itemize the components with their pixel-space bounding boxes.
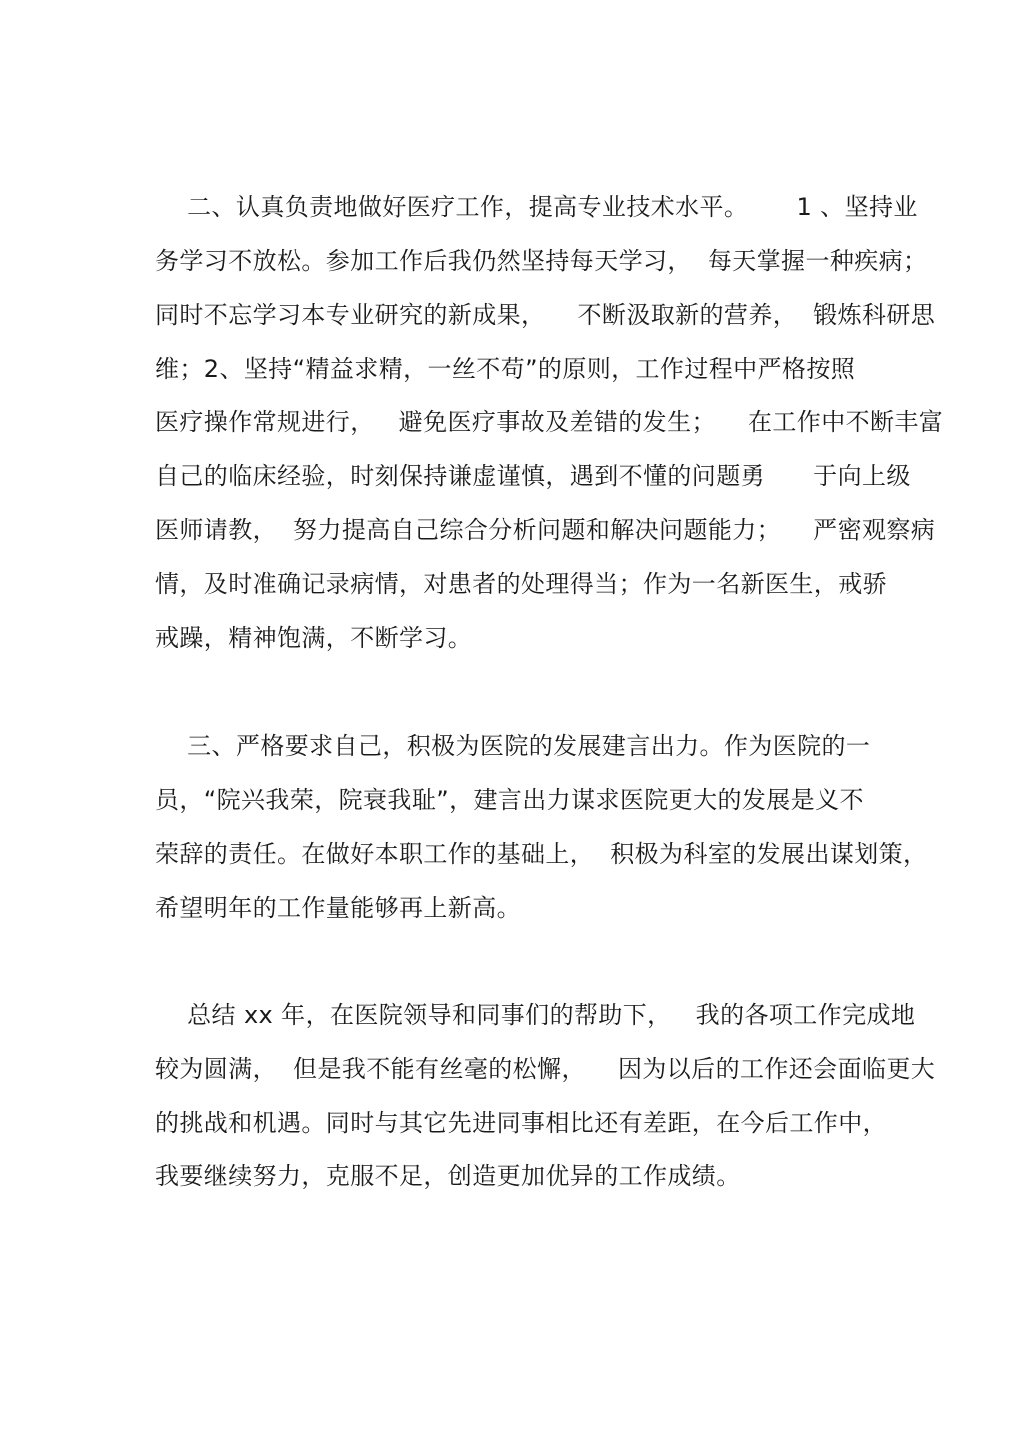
text-line: 我要继续努力，克服不足，创造更加优异的工作成绩。 xyxy=(155,1162,741,1190)
text-line: 三、严格要求自己，积极为医院的发展建言出力。作为医院的一 xyxy=(155,732,871,760)
text-line: 的挑战和机遇。同时与其它先进同事相比还有差距，在今后工作中， xyxy=(155,1109,887,1137)
text-line: 总结 xx 年，在医院领导和同事们的帮助下， 我的各项工作完成地 xyxy=(155,1001,916,1029)
text-line: 戒躁，精神饱满，不断学习。 xyxy=(155,624,473,652)
text-line: 较为圆满， 但是我不能有丝毫的松懈， 因为以后的工作还会面临更大 xyxy=(155,1055,936,1083)
text-line: 二、认真负责地做好医疗工作，提高专业技术水平。 1 、坚持业 xyxy=(155,193,918,221)
text-line: 医师请教， 努力提高自己综合分析问题和解决问题能力； 严密观察病 xyxy=(155,516,936,544)
text-line: 希望明年的工作量能够再上新高。 xyxy=(155,894,521,922)
text-line: 员，“院兴我荣，院衰我耻”，建言出力谋求医院更大的发展是义不 xyxy=(155,786,864,814)
text-line: 务学习不放松。参加工作后我仍然坚持每天学习， 每天掌握一种疾病； xyxy=(155,247,928,275)
text-line: 自己的临床经验，时刻保持谦虚谨慎，遇到不懂的问题勇 于向上级 xyxy=(155,462,911,490)
text-line: 情，及时准确记录病情，对患者的处理得当；作为一名新医生，戒骄 xyxy=(155,570,887,598)
text-line: 医疗操作常规进行， 避免医疗事故及差错的发生； 在工作中不断丰富 xyxy=(155,408,944,436)
text-line: 维；2、坚持“精益求精，一丝不苟”的原则，工作过程中严格按照 xyxy=(155,355,856,383)
text-line: 荣辞的责任。在做好本职工作的基础上， 积极为科室的发展出谋划策， xyxy=(155,840,928,868)
text-line: 同时不忘学习本专业研究的新成果， 不断汲取新的营养， 锻炼科研思 xyxy=(155,301,936,329)
